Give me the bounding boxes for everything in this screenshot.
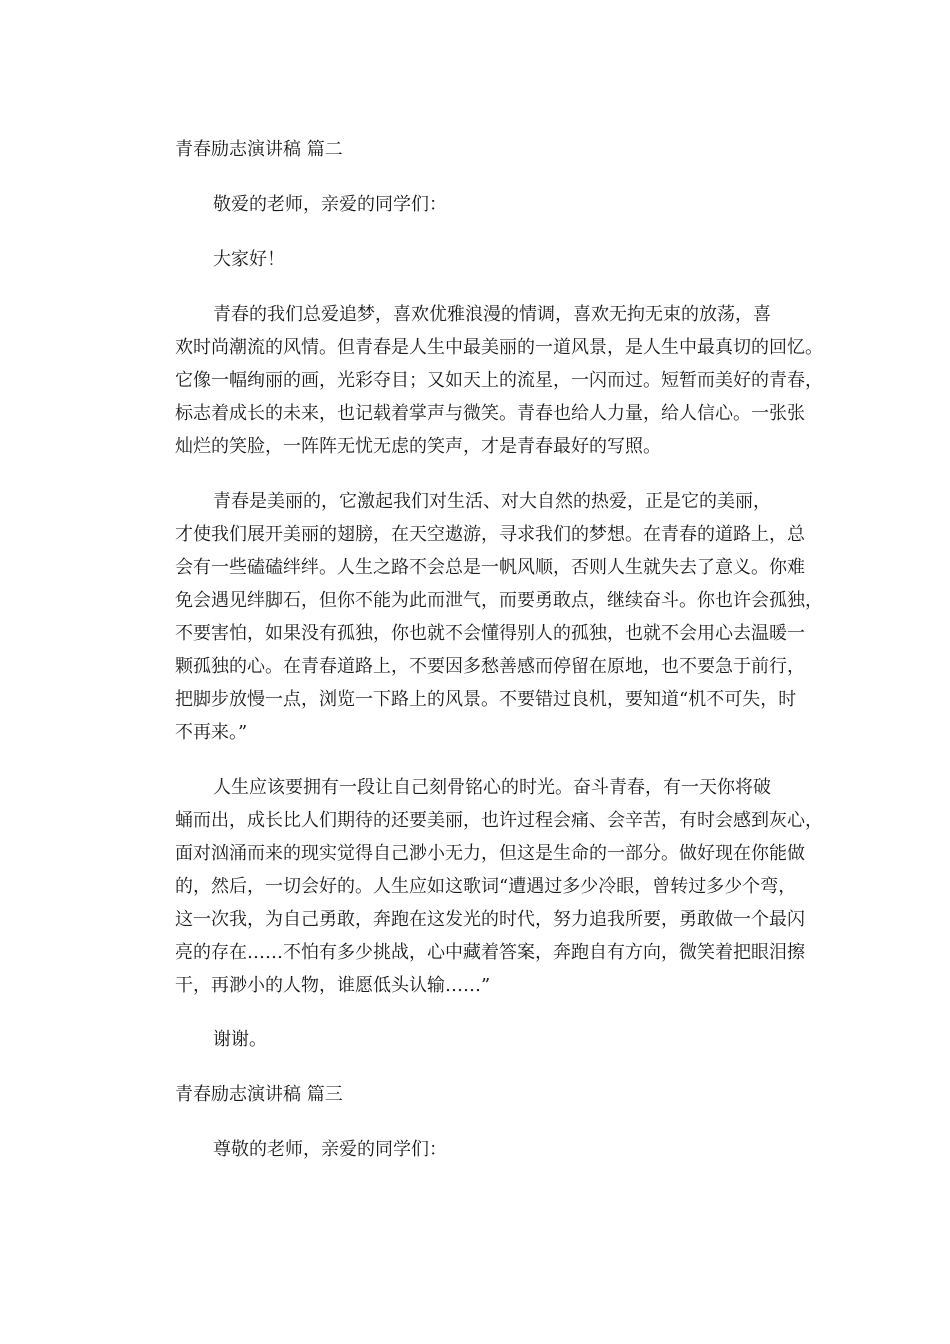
paragraph-line: 会有一些磕磕绊绊。人生之路不会总是一帆风顺，否则人生就失去了意义。你难 [175, 557, 805, 578]
salutation: 尊敬的老师，亲爱的同学们： [213, 1139, 447, 1160]
closing-thanks: 谢谢。 [213, 1029, 267, 1050]
paragraph-line: 才使我们展开美丽的翅膀，在天空遨游，寻求我们的梦想。在青春的道路上，总 [175, 524, 805, 545]
paragraph-line: 这一次我，为自己勇敢，奔跑在这发光的时代，努力追我所要，勇敢做一个最闪 [175, 909, 805, 930]
paragraph-line: 青春是美丽的，它激起我们对生活、对大自然的热爱，正是它的美丽， [213, 491, 771, 512]
paragraph-line: 颗孤独的心。在青春道路上，不要因多愁善感而停留在原地，也不要急于前行， [175, 656, 805, 677]
paragraph-line: 干，再渺小的人物，谁愿低头认输……” [175, 975, 491, 996]
paragraph-line: 灿烂的笑脸，一阵阵无忧无虑的笑声，才是青春最好的写照。 [175, 436, 661, 457]
paragraph-line: 标志着成长的未来，也记载着掌声与微笑。青春也给人力量，给人信心。一张张 [175, 403, 805, 424]
paragraph-line: 免会遇见绊脚石，但你不能为此而泄气，而要勇敢点，继续奋斗。你也许会孤独， [175, 590, 823, 611]
paragraph-line: 亮的存在……不怕有多少挑战，心中藏着答案，奔跑自有方向，微笑着把眼泪擦 [175, 942, 805, 963]
paragraph-line: 面对汹涌而来的现实觉得自己渺小无力，但这是生命的一部分。做好现在你能做 [175, 843, 805, 864]
paragraph-line: 的，然后，一切会好的。人生应如这歌词“遭遇过多少冷眼，曾转过多少个弯， [175, 876, 797, 897]
paragraph-line: 蛹而出，成长比人们期待的还要美丽，也许过程会痛、会辛苦，有时会感到灰心， [175, 810, 823, 831]
section-heading: 青春励志演讲稿 篇三 [175, 1084, 343, 1105]
paragraph-line: 不再来。” [175, 722, 248, 743]
paragraph-line: 不要害怕，如果没有孤独，你也就不会懂得别人的孤独，也就不会用心去温暖一 [175, 623, 805, 644]
section-heading: 青春励志演讲稿 篇二 [175, 139, 343, 160]
greeting: 大家好！ [213, 249, 285, 270]
paragraph-line: 欢时尚潮流的风情。但青春是人生中最美丽的一道风景，是人生中最真切的回忆。 [175, 337, 823, 358]
paragraph-line: 青春的我们总爱追梦，喜欢优雅浪漫的情调，喜欢无拘无束的放荡，喜 [213, 304, 771, 325]
paragraph-line: 把脚步放慢一点，浏览一下路上的风景。不要错过良机，要知道“机不可失，时 [175, 689, 797, 710]
paragraph-line: 人生应该要拥有一段让自己刻骨铭心的时光。奋斗青春，有一天你将破 [213, 777, 771, 798]
paragraph-line: 它像一幅绚丽的画，光彩夺目；又如天上的流星，一闪而过。短暂而美好的青春， [175, 370, 823, 391]
salutation: 敬爱的老师，亲爱的同学们： [213, 194, 447, 215]
